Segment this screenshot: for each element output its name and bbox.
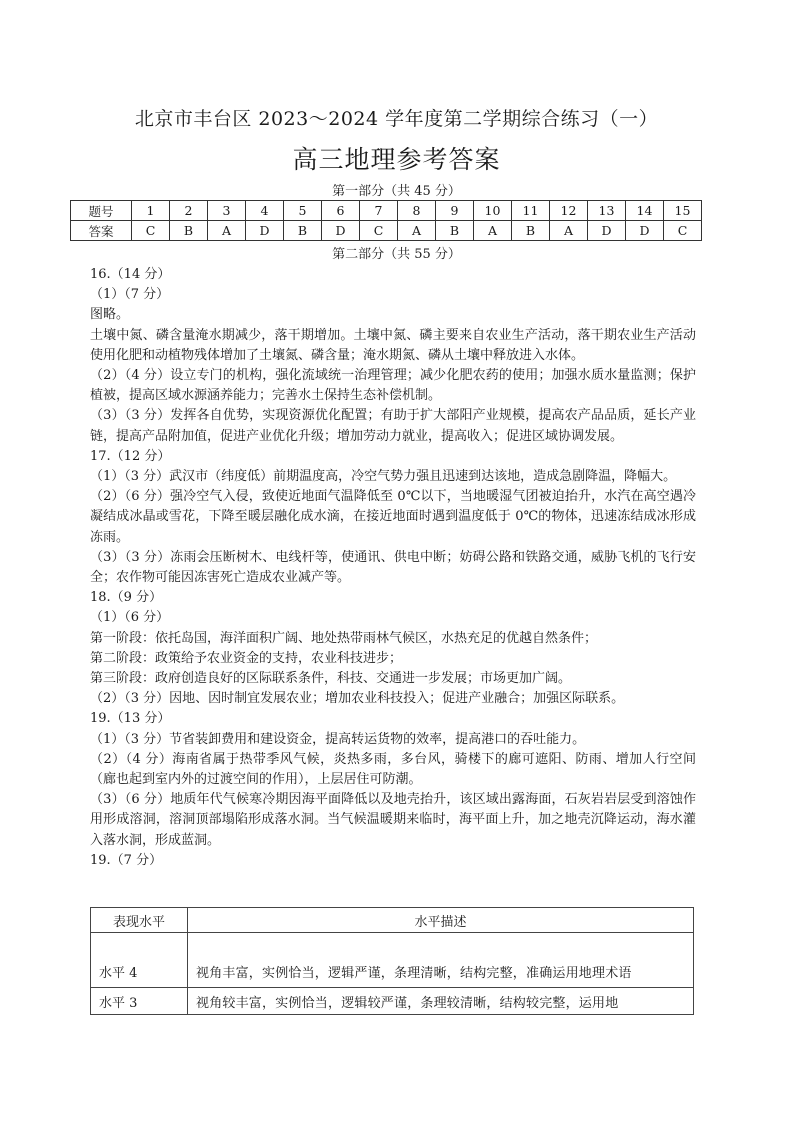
answer-text: （3）（3 分）发挥各自优势，实现资源优化配置；有助于扩大部阳产业规模，提高农产品品质，延长产业链，提高产品附加值，促进产业优化升级；增加劳动力就业，提高收入；促进区域协调发展。	[90, 408, 696, 444]
level-table-header-row	[91, 908, 694, 933]
part2-heading: 第二部分（共 55 分）	[332, 247, 461, 262]
question-number: 5	[284, 201, 322, 221]
answer-text: 第二阶段：政策给予农业资金的支持，农业科技进步；	[90, 650, 403, 666]
level-label: 水平 4	[91, 933, 188, 988]
question-heading: 19.（7 分）	[90, 852, 163, 868]
answer-cell: B	[284, 221, 322, 241]
level-description: 视角较丰富，实例恰当，逻辑较严谨，条理较清晰，结构较完整，运用地	[188, 988, 694, 1015]
row-label-answer: 答案	[71, 221, 132, 241]
answer-text: 图略。	[90, 307, 130, 323]
question-number: 11	[512, 201, 550, 221]
question-heading: 19.（13 分）	[90, 711, 171, 727]
answer-text: 第一阶段：依托岛国，海洋面积广阔、地处热带雨林气候区，水热充足的优越自然条件；	[90, 630, 598, 646]
level-label: 水平 3	[91, 988, 188, 1015]
question-heading: 16.（14 分）	[90, 267, 171, 282]
question-number: 7	[360, 201, 398, 221]
answer-cell: A	[474, 221, 512, 241]
answer-text: （1）（3 分）节省装卸费用和建设资金，提高转运货物的效率，提高港口的吞吐能力。	[90, 731, 586, 747]
question-number: 3	[208, 201, 246, 221]
answer-cell: B	[436, 221, 474, 241]
level-description: 视角丰富，实例恰当，逻辑严谨，条理清晰，结构完整，准确运用地理术语	[188, 933, 694, 988]
answer-cell: C	[360, 221, 398, 241]
answer-text: （2）（3 分）因地、因时制宜发展农业；增加农业科技投入；促进产业融合；加强区际联系。	[90, 691, 625, 707]
answer-cell: C	[132, 221, 170, 241]
question-number: 6	[322, 201, 360, 221]
answer-cell: B	[512, 221, 550, 241]
answer-text: 土壤中氮、磷含量淹水期减少，落干期增加。土壤中氮、磷主要来自农业生产活动，落干期农业生产活动使用化肥和动植物残体增加了土壤氮、磷含量；淹水期氮、磷从土壤中释放进入水体。	[90, 327, 696, 363]
question-heading: 18.（9 分）	[90, 590, 163, 606]
sub-question-heading: （1）（6 分）	[90, 610, 170, 626]
answer-text: （3）（6 分）地质年代气候寒冷期因海平面降低以及地壳抬升，该区域出露海面，石灰岩岩层受到溶蚀作用形成溶洞，溶洞顶部塌陷形成落水洞。当气候温暖期来临时，海平面上升，加之地壳沉降运动，海水灌入落水洞，形成蓝洞。	[90, 792, 696, 848]
scoring-level-table	[90, 907, 694, 1015]
answer-cell: A	[398, 221, 436, 241]
answer-cell: D	[588, 221, 626, 241]
answer-cell: D	[322, 221, 360, 241]
answer-text: （2）（4 分）设立专门的机构，强化流域统一治理管理；减少化肥农药的使用；加强水质水量监测；保护植被，提高区域水源涵养能力；完善水土保持生态补偿机制。	[90, 368, 696, 404]
answer-cell: B	[170, 221, 208, 241]
part1-heading: 第一部分（共 45 分）	[332, 184, 461, 199]
answer-text: （3）（3 分）冻雨会压断树木、电线杆等，使通讯、供电中断；妨碍公路和铁路交通，威胁飞机的飞行安全；农作物可能因冻害死亡造成农业减产等。	[90, 549, 696, 586]
question-number: 9	[436, 201, 474, 221]
answer-table-answer-row	[71, 221, 702, 241]
question-number: 10	[474, 201, 512, 221]
answer-cell: C	[664, 221, 702, 241]
question-number: 12	[550, 201, 588, 221]
question-heading: 17.（12 分）	[90, 448, 171, 464]
row-label-number: 题号	[71, 201, 132, 221]
question-number: 13	[588, 201, 626, 221]
level-column-header: 表现水平	[91, 908, 188, 933]
question-number: 15	[664, 201, 702, 221]
document-title: 北京市丰台区 2023～2024 学年度第二学期综合练习（一）	[134, 108, 659, 130]
answer-cell: A	[208, 221, 246, 241]
question-number: 1	[132, 201, 170, 221]
answer-cell: D	[246, 221, 284, 241]
question-number: 14	[626, 201, 664, 221]
answer-text: （2）（4 分）海南省属于热带季风气候，炎热多雨，多台风，骑楼下的廊可遮阳、防雨、增加人行空间（廊也起到室内外的过渡空间的作用），上层居住可防潮。	[90, 751, 696, 788]
question-number: 4	[246, 201, 284, 221]
document-subtitle: 高三地理参考答案	[292, 145, 501, 174]
level-table-row	[91, 988, 694, 1015]
question-number: 2	[170, 201, 208, 221]
description-column-header: 水平描述	[188, 908, 694, 933]
level-table-row	[91, 933, 694, 988]
answer-table-number-row	[71, 201, 702, 221]
answer-text: （2）（6 分）强冷空气入侵，致使近地面气温降低至 0℃以下，当地暖湿气团被迫抬升，水汽在高空遇冷凝结成冰晶或雪花，下降至暖层融化成水滴，在接近地面时遇到温度低于 0℃的物体，迅速冻结成冰形成冻雨。	[90, 489, 696, 545]
question-number: 8	[398, 201, 436, 221]
part2-answers	[90, 265, 696, 871]
answer-cell: D	[626, 221, 664, 241]
answer-text: 第三阶段：政府创造良好的区际联系条件，科技、交通进一步发展；市场更加广阔。	[90, 671, 572, 687]
answer-cell: A	[550, 221, 588, 241]
answer-text: （1）（3 分）武汉市（纬度低）前期温度高，冷空气势力强且迅速到达该地，造成急剧降温，降幅大。	[90, 469, 677, 485]
answer-table	[70, 200, 702, 241]
sub-question-heading: （1）（7 分）	[90, 287, 170, 303]
